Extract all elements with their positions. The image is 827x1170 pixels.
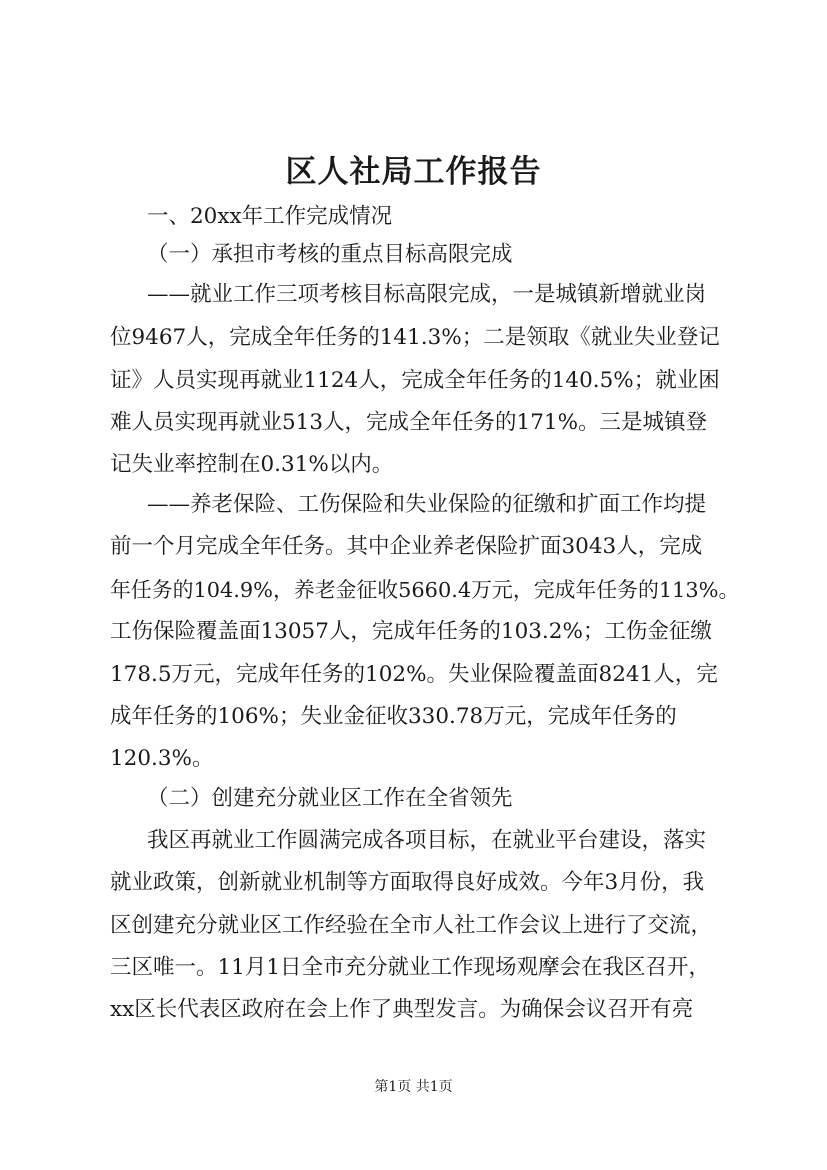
- paragraph-line: 178.5万元，完成年任务的102%。失业保险覆盖面8241人，完: [110, 662, 718, 687]
- paragraph-line: ——养老保险、工伤保险和失业保险的征缴和扩面工作均提: [147, 492, 707, 517]
- paragraph-line: 区创建充分就业区工作经验在全市人社工作会议上进行了交流，: [110, 913, 713, 938]
- paragraph-line: 前一个月完成全年任务。其中企业养老保险扩面3043人，完成: [110, 534, 703, 559]
- paragraph-line: ——就业工作三项考核目标高限完成，一是城镇新增就业岗: [147, 282, 707, 307]
- paragraph-line: 我区再就业工作圆满完成各项目标，在就业平台建设，落实: [147, 828, 707, 853]
- section-heading-1: 一、20xx年工作完成情况: [147, 204, 393, 229]
- subsection-heading-2: （二）创建充分就业区工作在全省领先: [147, 786, 513, 811]
- page-footer: 第1页 共1页: [374, 1079, 453, 1095]
- paragraph-line: 120.3%。: [110, 746, 214, 771]
- paragraph-line: 成年任务的106%；失业金征收330.78万元，完成年任务的: [110, 704, 677, 729]
- paragraph-line: 三区唯一。11月1日全市充分就业工作现场观摩会在我区召开，: [110, 955, 711, 980]
- paragraph-line: 位9467人，完成全年任务的141.3%；二是领取《就业失业登记: [110, 325, 720, 350]
- paragraph-line: xx区长代表区政府在会上作了典型发言。为确保会议召开有亮: [110, 997, 694, 1022]
- paragraph-line: 工伤保险覆盖面13057人，完成年任务的103.2%；工伤金征缴: [110, 619, 712, 644]
- subsection-heading-1: （一）承担市考核的重点目标高限完成: [147, 242, 513, 267]
- paragraph-line: 证》人员实现再就业1124人，完成全年任务的140.5%；就业困: [110, 368, 720, 393]
- paragraph-line: 年任务的104.9%，养老金征收5660.4万元，完成年任务的113%。: [110, 578, 740, 602]
- paragraph-line: 就业政策，创新就业机制等方面取得良好成效。今年3月份，我: [110, 870, 705, 895]
- paragraph-line: 难人员实现再就业513人，完成全年任务的171%。三是城镇登: [110, 410, 708, 435]
- document-title: 区人社局工作报告: [285, 154, 542, 190]
- paragraph-line: 记失业率控制在0.31%以内。: [110, 452, 394, 477]
